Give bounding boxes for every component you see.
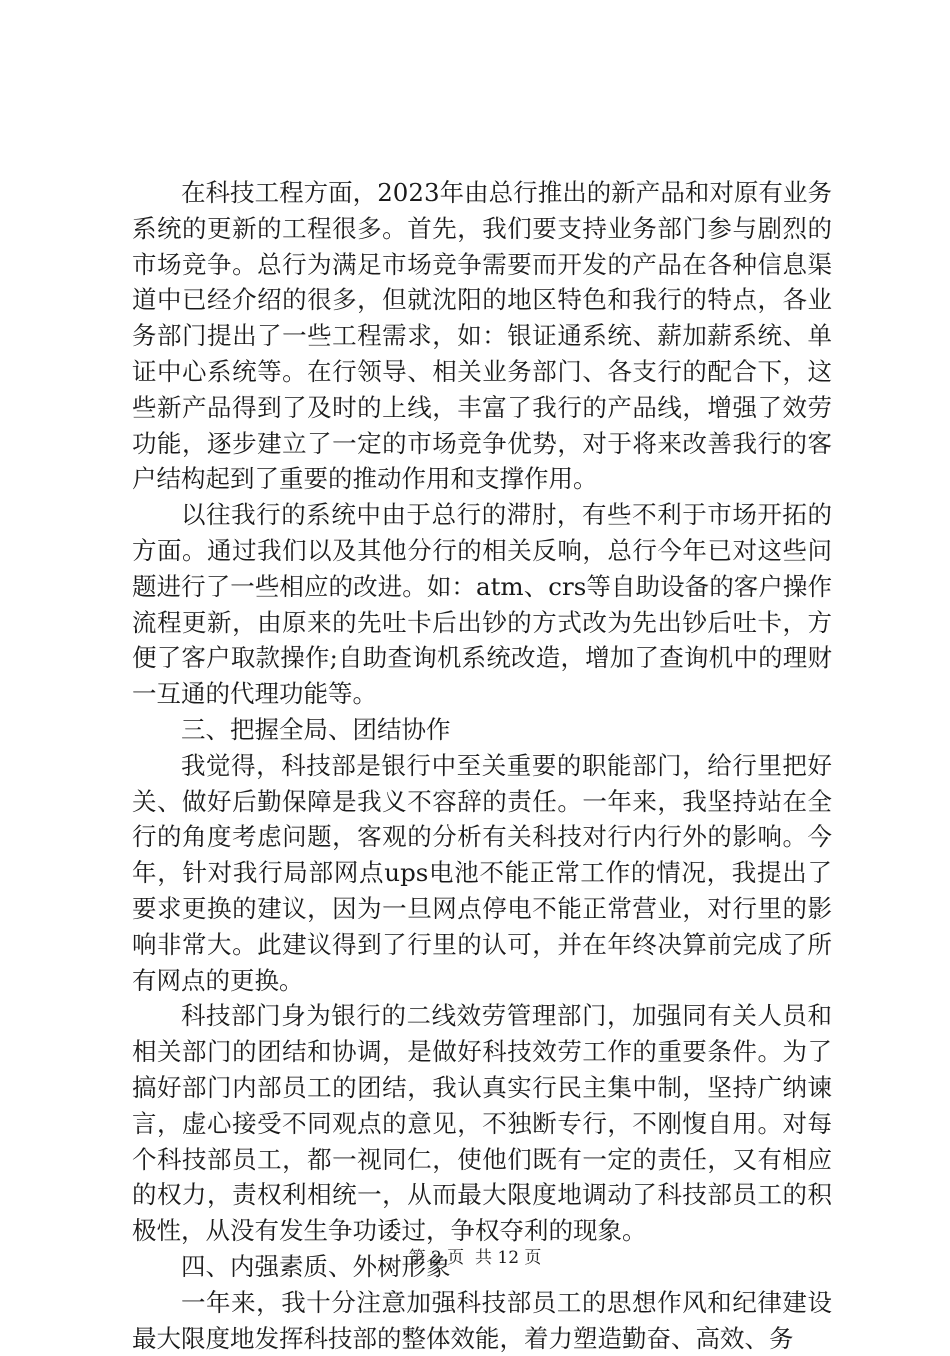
section-heading-3: 三、把握全局、团结协作 <box>181 714 451 744</box>
paragraph-discipline: 一年来，我十分注意加强科技部员工的思想作风和纪律建设最大限度地发挥科技部的整体效能，着力塑造勤奋、高效、务 <box>132 1287 832 1353</box>
paragraph-tech-projects: 在科技工程方面，2023年由总行推出的新产品和对原有业务系统的更新的工程很多。首先，我们要支持业务部门参与剧烈的市场竞争。总行为满足市场竞争需要而开发的产品在各种信息渠道中已经介绍的很多，但就沈阳的地区特色和我行的特点，各业务部门提出了一些工程需求，如：银证通系统、薪加薪系统、单证中心系统等。在行领导、相关业务部门、各支行的配合下，这些新产品得到了及时的上线，丰富了我行的产品线，增强了效劳功能，逐步建立了一定的市场竞争优势，对于将来改善我行的客户结构起到了重要的推动作用和支撑作用。 <box>132 178 832 494</box>
paragraph-system-improvements: 以往我行的系统中由于总行的滞肘，有些不利于市场开拓的方面。通过我们以及其他分行的相关反响，总行今年已对这些问题进行了一些相应的改进。如：atm、crs等自助设备的客户操作流程更新，由原来的先吐卡后出钞的方式改为先出钞后吐卡，方便了客户取款操作;自助查询机系统改造，增加了查询机中的理财一互通的代理功能等。 <box>132 500 832 709</box>
document-body <box>132 175 832 1356</box>
page-number-footer: 第 2 页 共 12 页 <box>408 1248 542 1268</box>
paragraph-tech-dept-role: 我觉得，科技部是银行中至关重要的职能部门，给行里把好关、做好后勤保障是我义不容辞的责任。一年来，我坚持站在全行的角度考虑问题，客观的分析有关科技对行内行外的影响。今年，针对我行局部网点ups电池不能正常工作的情况，我提出了要求更换的建议，因为一旦网点停电不能正常营业，对行里的影响非常大。此建议得到了行里的认可，并在年终决算前完成了所有网点的更换。 <box>132 750 832 995</box>
section-heading-4: 四、内强素质、外树形象 <box>181 1251 451 1281</box>
paragraph-team-unity: 科技部门身为银行的二线效劳管理部门，加强同有关人员和相关部门的团结和协调，是做好科技效劳工作的重要条件。为了搞好部门内部员工的团结，我认真实行民主集中制，坚持广纳谏言，虚心接受不同观点的意见，不独断专行，不刚愎自用。对每个科技部员工，都一视同仁，使他们既有一定的责任，又有相应的权力，责权利相统一，从而最大限度地调动了科技部员工的积极性，从没有发生争功诿过，争权夺利的现象。 <box>132 1001 832 1246</box>
